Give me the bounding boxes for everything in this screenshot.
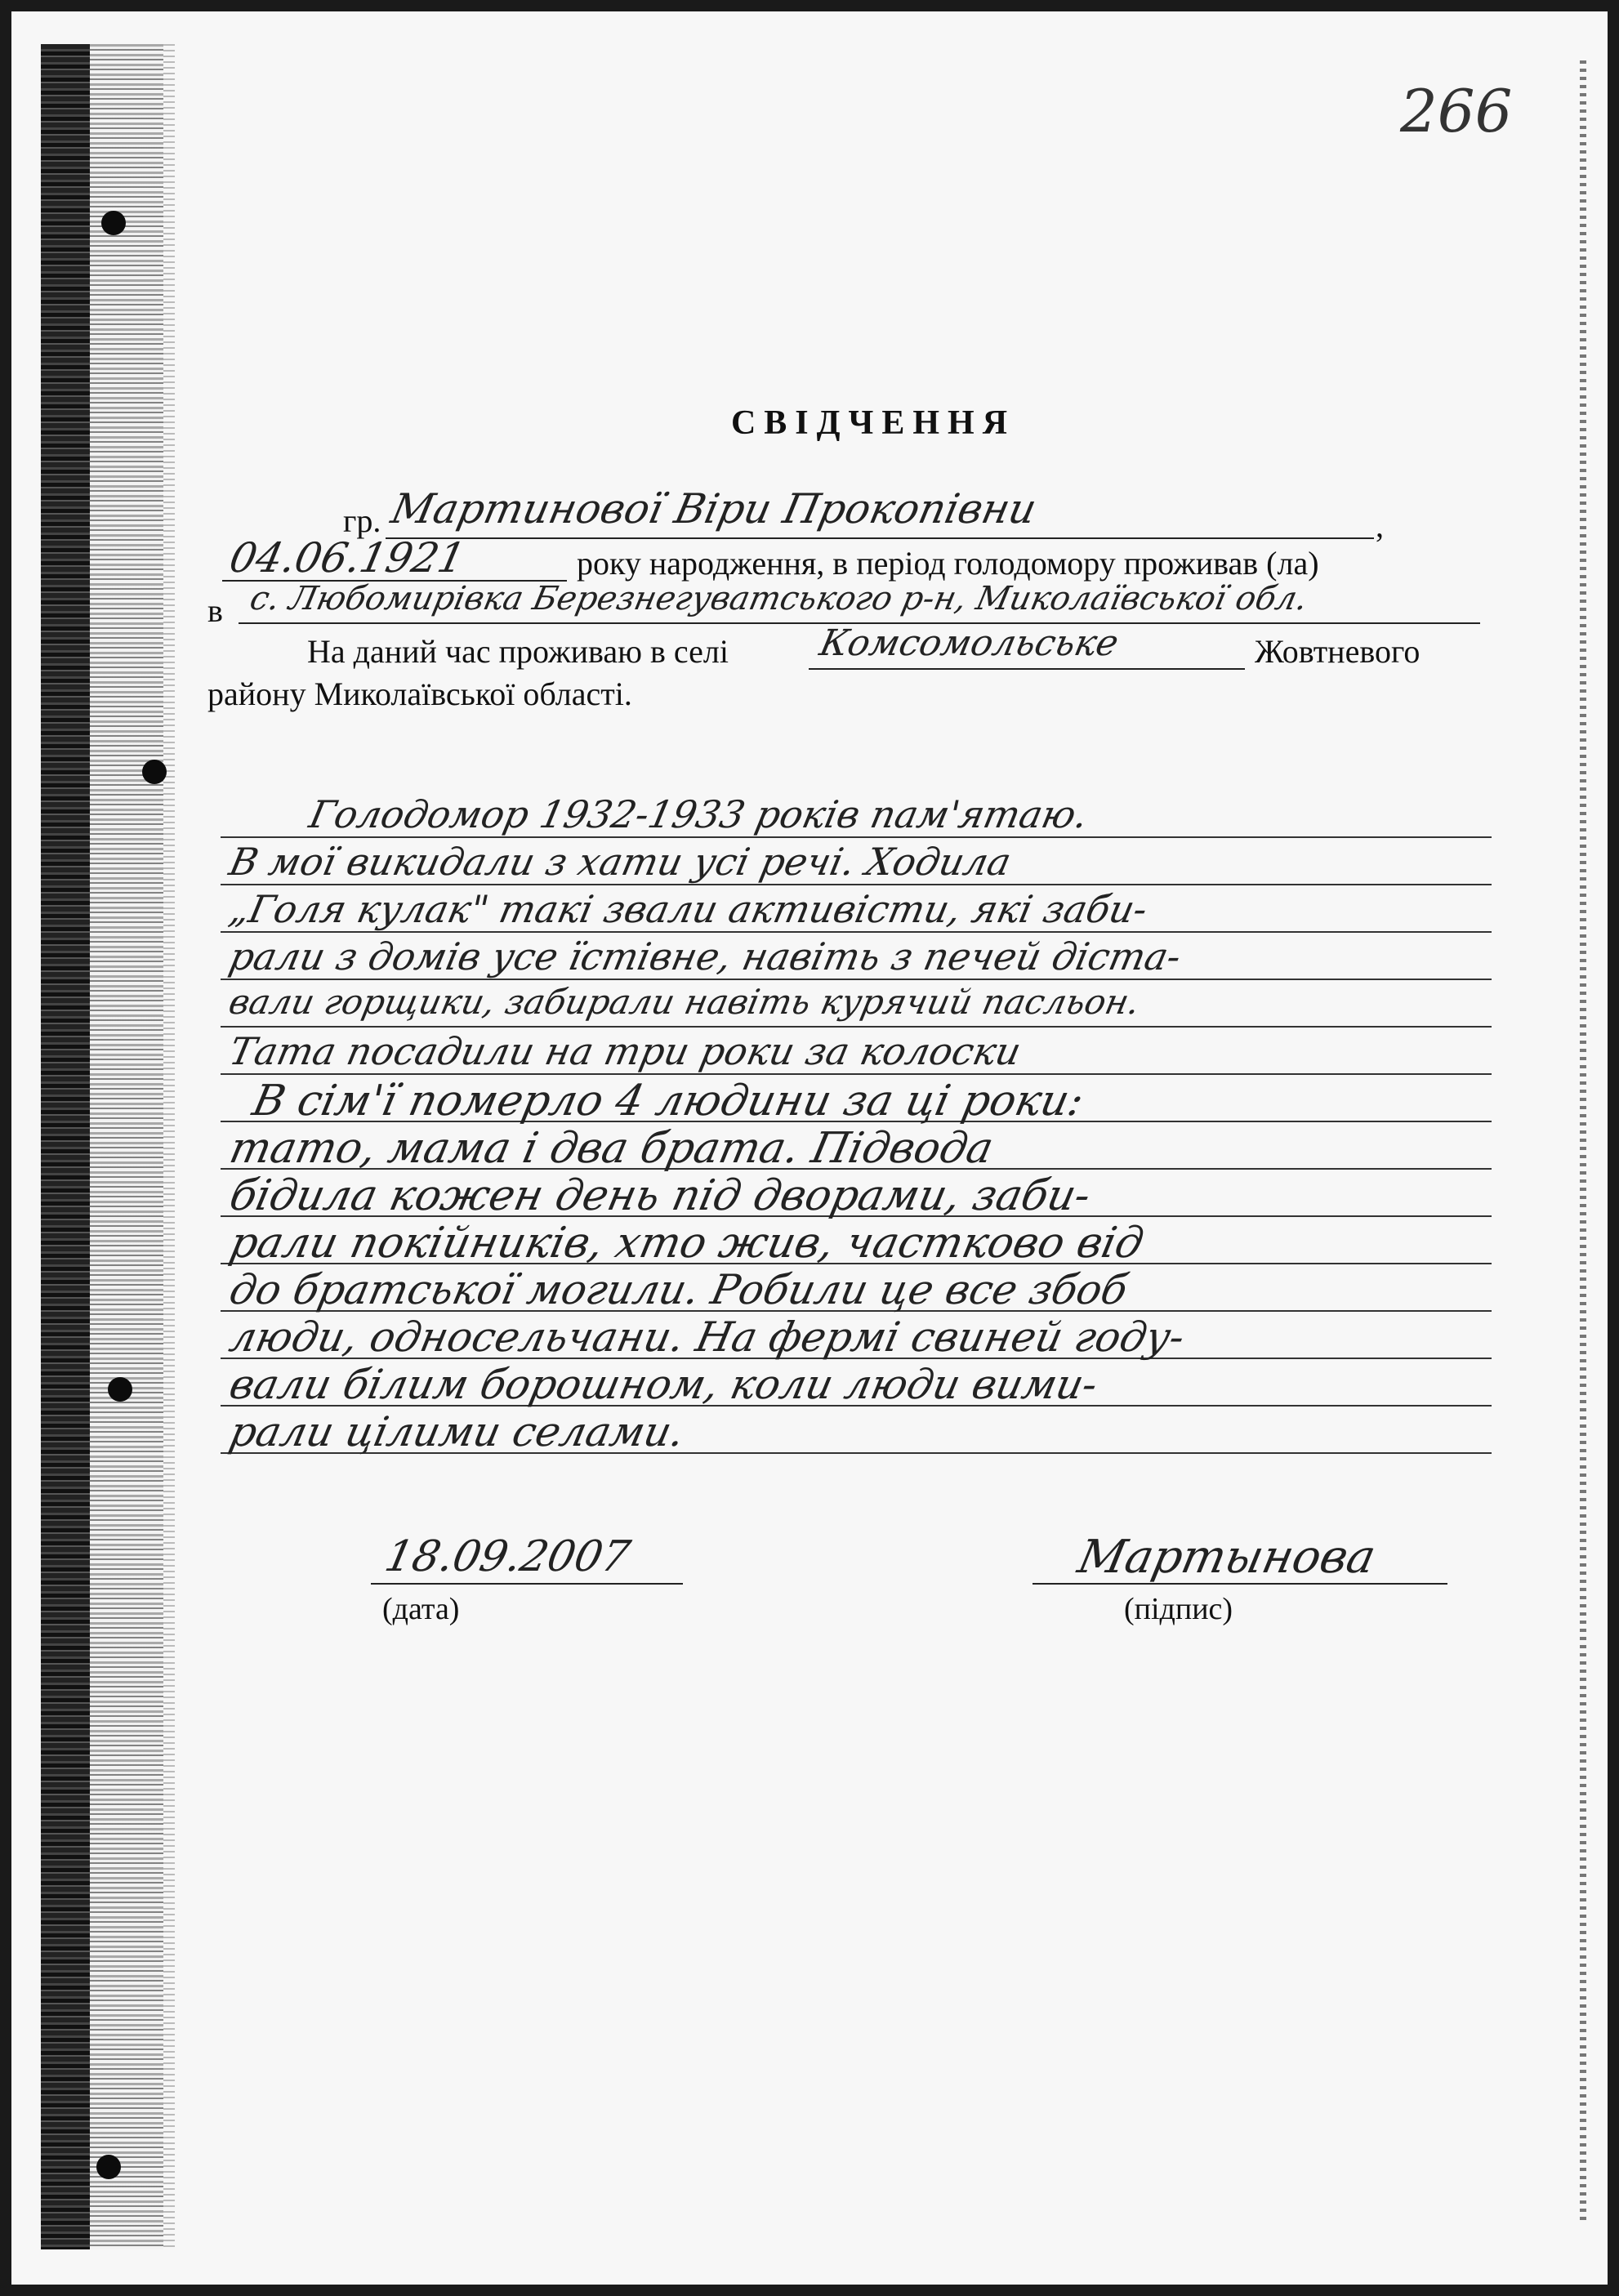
ruled-line — [221, 979, 1492, 980]
ruled-line — [221, 1073, 1492, 1075]
person-name: Мартинової Віри Прокопівни — [387, 485, 1041, 533]
punch-hole — [108, 1377, 132, 1402]
village-fill-line — [809, 668, 1245, 670]
past-residence: с. Любомирівка Березнегуватського р-н, Миколаївської обл. — [247, 580, 1311, 617]
date-value: 18.09.2007 — [381, 1532, 635, 1581]
ruled-line — [221, 931, 1492, 933]
label-v: в — [207, 592, 223, 629]
district-text: Жовтневого — [1255, 633, 1421, 670]
testimony-line: вали білим борошном, коли люди вими- — [225, 1361, 1102, 1408]
scan-edge-stripe — [163, 44, 175, 2249]
name-fill-line — [386, 537, 1374, 539]
testimony-line: В сім'ї померло 4 людини за ці роки: — [248, 1077, 1088, 1126]
region-text: району Миколаївської області. — [207, 675, 632, 712]
now-text: На даний час проживаю в селі — [307, 633, 729, 670]
signature-label: (підпис) — [1124, 1592, 1233, 1626]
signature: Мартынова — [1073, 1531, 1380, 1584]
birth-date: 04.06.1921 — [225, 534, 470, 582]
testimony-line: Голодомор 1932-1933 років пам'ятаю. — [306, 792, 1092, 836]
document-page — [11, 11, 1608, 2285]
punch-hole — [142, 760, 167, 784]
comma: , — [1376, 507, 1384, 544]
label-gr: гр. — [343, 502, 381, 539]
page-number: 266 — [1400, 77, 1513, 145]
testimony-line: вали горщики, забирали навіть курячий пасльон. — [225, 982, 1144, 1022]
testimony-line: рали з домів усе їстівне, навіть з печей діста- — [225, 934, 1185, 979]
scan-edge-band — [41, 44, 90, 2249]
ruled-line — [221, 1026, 1492, 1028]
birth-text: року народження, в період голодомору проживав (ла) — [577, 545, 1319, 582]
testimony-line: бідила кожен день під дворами, заби- — [225, 1171, 1095, 1220]
testimony-line: тато, мама і два брата. Підвода — [225, 1124, 998, 1173]
current-village: Комсомольське — [816, 622, 1122, 664]
date-fill-line — [371, 1583, 683, 1585]
signature-fill-line — [1033, 1583, 1447, 1585]
punch-hole — [96, 2155, 121, 2179]
date-label: (дата) — [382, 1592, 460, 1626]
ruled-line — [221, 884, 1492, 885]
testimony-line: рали цілими селами. — [225, 1408, 689, 1456]
scan-right-edge — [1580, 60, 1586, 2225]
document-title: СВІДЧЕННЯ — [730, 404, 1016, 442]
ruled-line — [221, 836, 1492, 838]
testimony-line: рали покійників, хто жив, частково від — [225, 1219, 1148, 1268]
testimony-line: до братської могили. Робили це все збоб — [225, 1266, 1132, 1313]
testimony-line: Тата посадили на три роки за колоски — [225, 1029, 1025, 1073]
scan-edge-stripe — [90, 44, 163, 2249]
testimony-line: люди, односельчани. На фермі свиней году- — [225, 1313, 1189, 1361]
testimony-line: В мої викидали з хати усі речі. Ходила — [225, 840, 1015, 884]
punch-hole — [101, 211, 126, 235]
testimony-line: „Голя кулак" такі звали активісти, які заби- — [225, 887, 1152, 931]
